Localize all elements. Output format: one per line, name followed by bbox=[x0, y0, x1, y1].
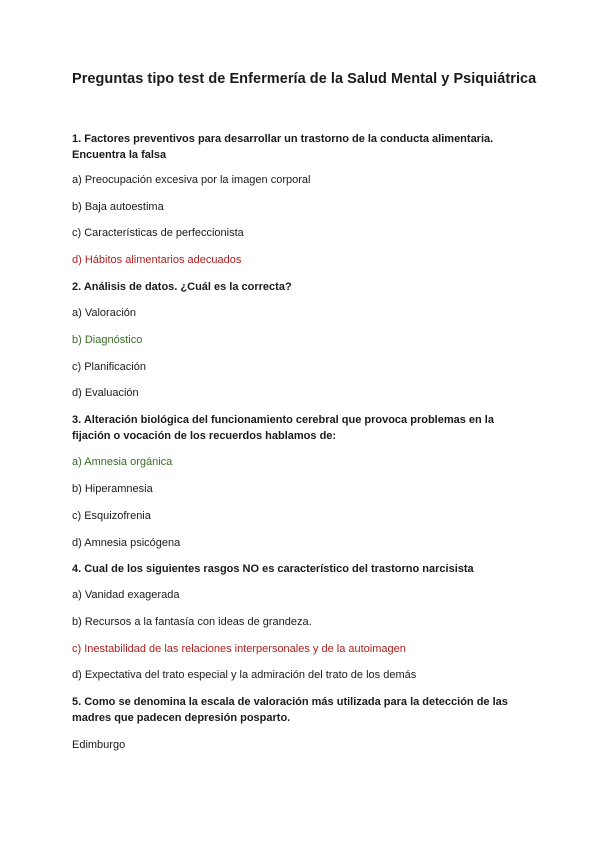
question-4-option-b: b) Recursos a la fantasía con ideas de grandeza. bbox=[72, 616, 312, 628]
question-4-line-1: 4. Cual de los siguientes rasgos NO es característico del trastorno narcisista bbox=[72, 563, 474, 575]
question-3-option-d: d) Amnesia psicógena bbox=[72, 537, 181, 549]
question-5-line-1: 5. Como se denomina la escala de valoración más utilizada para la detección de las bbox=[72, 696, 508, 708]
question-2-option-b: b) Diagnóstico bbox=[72, 334, 143, 346]
question-5-answer: Edimburgo bbox=[72, 739, 126, 751]
question-4-option-c: c) Inestabilidad de las relaciones interpersonales y de la autoimagen bbox=[72, 643, 406, 655]
question-1-option-c: c) Características de perfeccionista bbox=[72, 227, 244, 239]
question-1-option-b: b) Baja autoestima bbox=[72, 201, 164, 213]
question-4-option-a: a) Vanidad exagerada bbox=[72, 589, 180, 601]
document-title: Preguntas tipo test de Enfermería de la Salud Mental y Psiquiátrica bbox=[72, 71, 537, 87]
question-2-line-1: 2. Análisis de datos. ¿Cuál es la correcta? bbox=[72, 281, 292, 293]
question-3-line-1: 3. Alteración biológica del funcionamiento cerebral que provoca problemas en la bbox=[72, 414, 494, 426]
question-1-option-a: a) Preocupación excesiva por la imagen corporal bbox=[72, 174, 311, 186]
question-3-line-2: fijación o vocación de los recuerdos hablamos de: bbox=[72, 430, 337, 442]
question-3-option-a: a) Amnesia orgánica bbox=[72, 456, 173, 468]
question-2-option-a: a) Valoración bbox=[72, 307, 136, 319]
question-1-line-1: 1. Factores preventivos para desarrollar un trastorno de la conducta alimentaria. bbox=[72, 133, 494, 145]
question-1-option-d: d) Hábitos alimentarios adecuados bbox=[72, 254, 242, 266]
question-1-line-2: Encuentra la falsa bbox=[72, 149, 167, 161]
question-4-option-d: d) Expectativa del trato especial y la admiración del trato de los demás bbox=[72, 669, 417, 681]
question-3-option-c: c) Esquizofrenia bbox=[72, 510, 151, 522]
question-3-option-b: b) Hiperamnesia bbox=[72, 483, 153, 495]
question-2-option-c: c) Planificación bbox=[72, 361, 146, 373]
question-5-line-2: madres que padecen depresión posparto. bbox=[72, 712, 291, 724]
question-2-option-d: d) Evaluación bbox=[72, 387, 139, 399]
